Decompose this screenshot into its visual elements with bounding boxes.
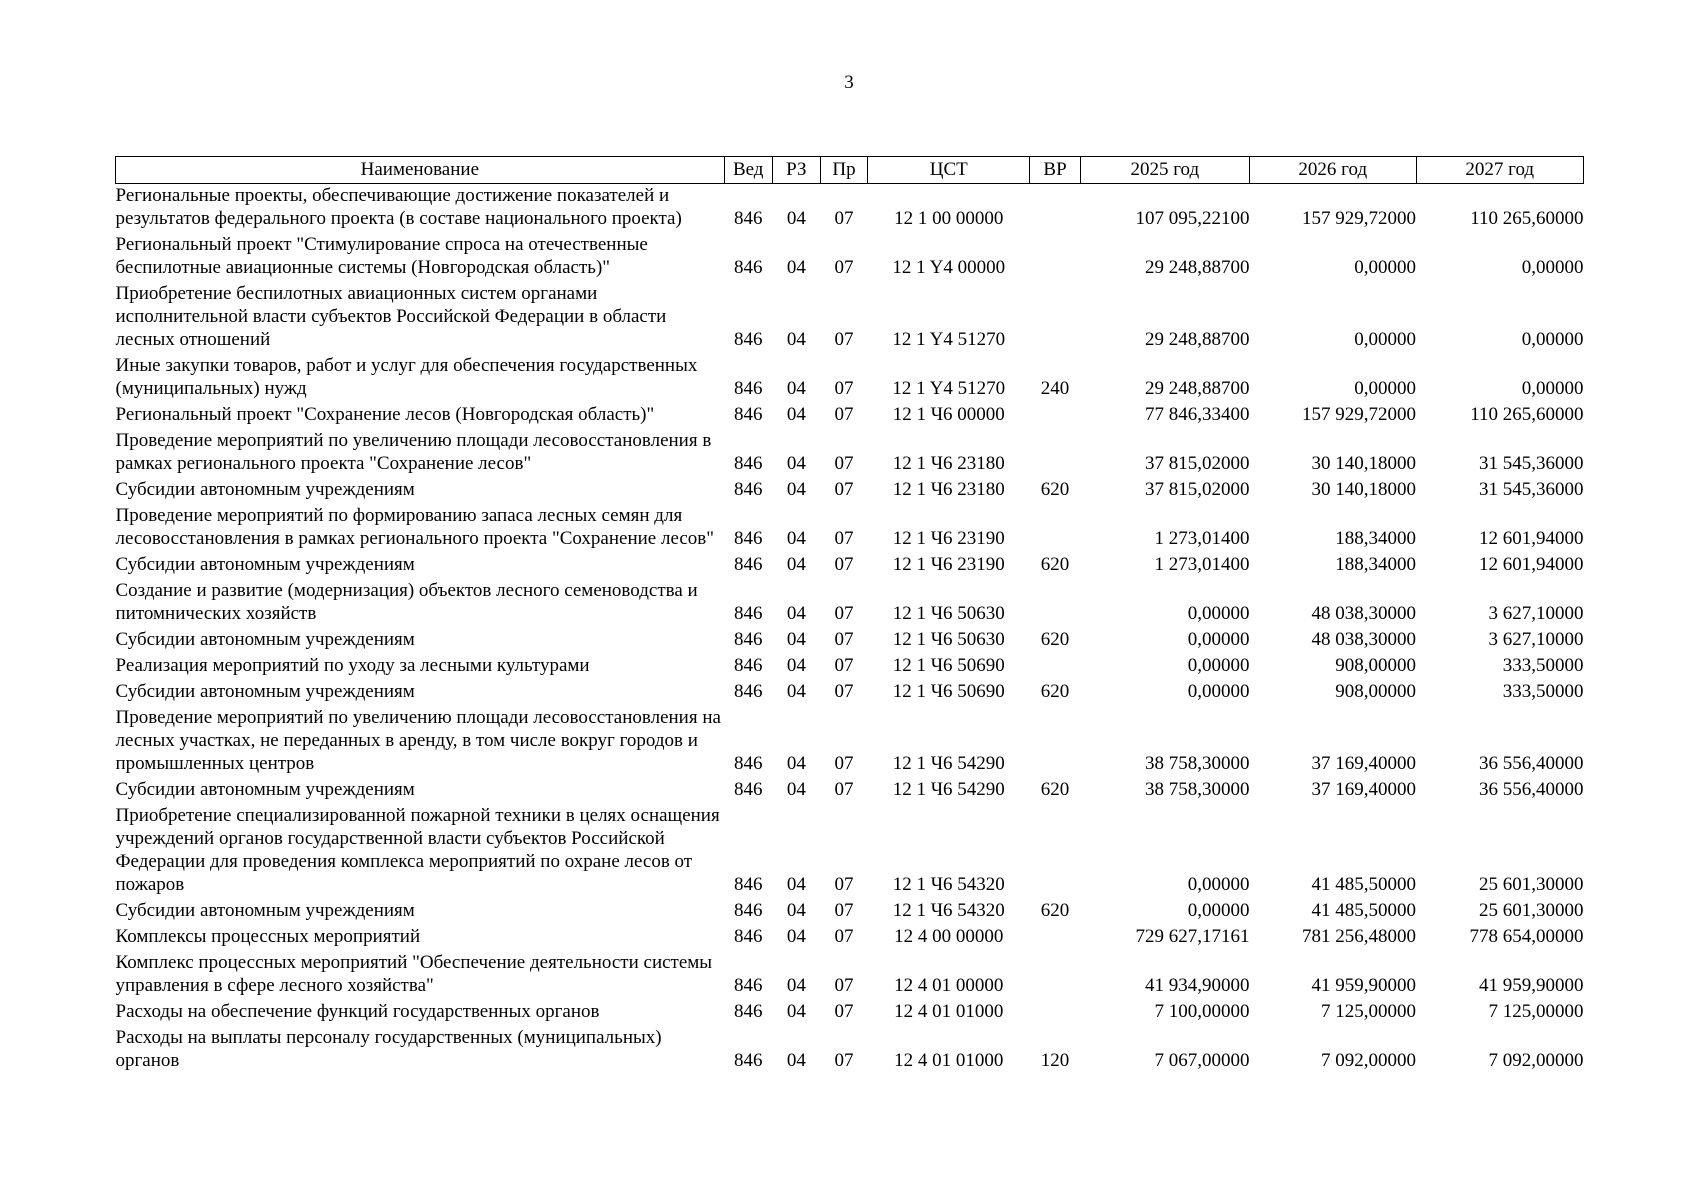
row-2026: 30 140,18000 (1311, 479, 1416, 500)
table-header (116, 157, 1584, 184)
row-cst: 12 1 Ч6 50690 (892, 655, 1005, 676)
row-2025: 7 100,00000 (1154, 1001, 1250, 1022)
row-name: Субсидии автономным учреждениям (115, 779, 415, 800)
row-2025: 1 273,01400 (1154, 528, 1250, 549)
row-rz: 04 (786, 603, 806, 624)
row-2027: 0,00000 (1521, 378, 1584, 399)
row-2027: 7 125,00000 (1488, 1001, 1584, 1022)
row-2025: 38 758,30000 (1145, 753, 1250, 774)
row-ved: 846 (733, 975, 763, 996)
row-rz: 04 (786, 404, 806, 425)
row-rz: 04 (786, 453, 806, 474)
row-vr (1030, 233, 1080, 282)
table-row (116, 184, 1584, 234)
row-cst: 12 4 01 01000 (894, 1050, 1004, 1071)
row-rz: 04 (786, 1050, 806, 1071)
row-2026: 30 140,18000 (1311, 453, 1416, 474)
row-2027: 778 654,00000 (1469, 926, 1584, 947)
row-ved: 846 (733, 257, 763, 278)
row-2027: 3 627,10000 (1488, 629, 1584, 650)
row-cst: 12 4 01 01000 (894, 1001, 1004, 1022)
row-2025: 0,00000 (1187, 655, 1250, 676)
row-rz: 04 (786, 753, 806, 774)
row-cst: 12 1 Y4 51270 (892, 329, 1006, 350)
table-body (116, 184, 1584, 1076)
row-cst: 12 1 Ч6 54320 (892, 874, 1005, 895)
row-vr (1030, 429, 1080, 478)
row-2027: 36 556,40000 (1479, 779, 1584, 800)
row-2027: 31 545,36000 (1479, 453, 1584, 474)
row-vr: 620 (1040, 900, 1070, 921)
row-vr (1030, 403, 1080, 429)
table-row (116, 899, 1584, 925)
row-2027: 0,00000 (1521, 329, 1584, 350)
row-2026: 157 929,72000 (1302, 208, 1416, 229)
row-ved: 846 (733, 479, 763, 500)
row-cst: 12 1 Ч6 23190 (892, 528, 1005, 549)
row-2027: 0,00000 (1521, 257, 1584, 278)
row-name: Реализация мероприятий по уходу за лесными культурами (115, 655, 590, 676)
page-number: 3 (844, 72, 854, 93)
row-rz: 04 (786, 629, 806, 650)
row-name: Приобретение специализированной пожарной техники в целях оснащения учреждений органов государственной власти субъектов Российской Федерации для проведения комплекса мероприятий по охране лесов от пожаров (115, 805, 720, 895)
row-2026: 908,00000 (1335, 655, 1416, 676)
row-pr: 07 (834, 655, 854, 676)
row-rz: 04 (786, 329, 806, 350)
row-name: Расходы на выплаты персоналу государственных (муниципальных) органов (115, 1027, 662, 1071)
row-2027: 25 601,30000 (1479, 874, 1584, 895)
row-2026: 908,00000 (1335, 681, 1416, 702)
row-vr (1030, 579, 1080, 628)
row-2026: 48 038,30000 (1311, 629, 1416, 650)
row-ved: 846 (733, 874, 763, 895)
row-2026: 7 125,00000 (1321, 1001, 1416, 1022)
row-ved: 846 (733, 655, 763, 676)
table-row (116, 1000, 1584, 1026)
row-2027: 12 601,94000 (1479, 528, 1584, 549)
row-pr: 07 (834, 257, 854, 278)
row-name: Создание и развитие (модернизация) объектов лесного семеноводства и питомнических хозяйств (115, 580, 698, 624)
row-2027: 333,50000 (1502, 655, 1584, 676)
row-ved: 846 (733, 554, 763, 575)
row-2025: 1 273,01400 (1154, 554, 1250, 575)
row-rz: 04 (786, 681, 806, 702)
row-pr: 07 (834, 681, 854, 702)
row-2026: 37 169,40000 (1311, 753, 1416, 774)
row-name: Субсидии автономным учреждениям (115, 681, 415, 702)
table-row (116, 778, 1584, 804)
row-cst: 12 1 Ч6 23190 (892, 554, 1005, 575)
row-vr: 620 (1040, 554, 1070, 575)
table-row (116, 628, 1584, 654)
row-cst: 12 4 00 00000 (894, 926, 1004, 947)
table-row (116, 403, 1584, 429)
row-pr: 07 (834, 1001, 854, 1022)
table-row (116, 429, 1584, 478)
table-row (116, 354, 1584, 403)
row-name: Проведение мероприятий по увеличению площади лесовосстановления на лесных участках, не переданных в аренду, в том числе вокруг городов и промышленных центров (115, 707, 721, 774)
row-pr: 07 (834, 900, 854, 921)
row-vr: 120 (1040, 1050, 1070, 1071)
row-2025: 29 248,88700 (1145, 378, 1250, 399)
row-2025: 77 846,33400 (1145, 404, 1250, 425)
table-row (116, 680, 1584, 706)
row-2025: 0,00000 (1187, 874, 1250, 895)
budget-table (115, 156, 1584, 1075)
row-cst: 12 1 Ч6 54320 (892, 900, 1005, 921)
row-ved: 846 (733, 528, 763, 549)
row-2027: 12 601,94000 (1479, 554, 1584, 575)
row-rz: 04 (786, 479, 806, 500)
row-2026: 48 038,30000 (1311, 603, 1416, 624)
row-vr (1030, 706, 1080, 778)
row-vr: 620 (1040, 779, 1070, 800)
table-row (116, 553, 1584, 579)
row-2025: 38 758,30000 (1145, 779, 1250, 800)
header-2027: 2027 год (1416, 157, 1584, 184)
row-2025: 0,00000 (1187, 681, 1250, 702)
header-pr: Пр (820, 157, 867, 184)
row-2025: 37 815,02000 (1145, 479, 1250, 500)
row-2027: 25 601,30000 (1479, 900, 1584, 921)
header-vr: ВР (1030, 157, 1080, 184)
row-name: Субсидии автономным учреждениям (115, 900, 415, 921)
table-row (116, 654, 1584, 680)
row-2026: 41 485,50000 (1311, 874, 1416, 895)
table-row (116, 925, 1584, 951)
header-rz: РЗ (772, 157, 820, 184)
row-2026: 7 092,00000 (1321, 1050, 1416, 1071)
table-row (116, 579, 1584, 628)
row-2025: 29 248,88700 (1145, 329, 1250, 350)
row-2027: 333,50000 (1502, 681, 1584, 702)
row-2026: 0,00000 (1354, 257, 1416, 278)
row-name: Комплексы процессных мероприятий (115, 926, 421, 947)
row-vr (1030, 184, 1080, 234)
row-name: Проведение мероприятий по формированию запаса лесных семян для лесовосстановления в рамках регионального проекта "Сохранение лесов" (115, 505, 715, 549)
row-2026: 188,34000 (1335, 528, 1416, 549)
row-ved: 846 (733, 1050, 763, 1071)
row-rz: 04 (786, 378, 806, 399)
row-2027: 41 959,90000 (1479, 975, 1584, 996)
row-rz: 04 (786, 779, 806, 800)
table-row (116, 706, 1584, 778)
row-ved: 846 (733, 1001, 763, 1022)
row-vr (1030, 951, 1080, 1000)
row-pr: 07 (834, 378, 854, 399)
table-row (116, 951, 1584, 1000)
row-2026: 781 256,48000 (1302, 926, 1416, 947)
row-ved: 846 (733, 900, 763, 921)
table-row (116, 478, 1584, 504)
row-2027: 7 092,00000 (1488, 1050, 1584, 1071)
row-ved: 846 (733, 681, 763, 702)
row-vr (1030, 654, 1080, 680)
row-ved: 846 (733, 453, 763, 474)
header-ved: Вед (724, 157, 772, 184)
table-row (116, 504, 1584, 553)
row-cst: 12 1 Ч6 50630 (892, 629, 1005, 650)
row-2027: 31 545,36000 (1479, 479, 1584, 500)
row-ved: 846 (733, 603, 763, 624)
row-2026: 41 959,90000 (1311, 975, 1416, 996)
row-name: Субсидии автономным учреждениям (115, 554, 415, 575)
row-2027: 3 627,10000 (1488, 603, 1584, 624)
row-2025: 41 934,90000 (1145, 975, 1250, 996)
row-2025: 0,00000 (1187, 900, 1250, 921)
header-2026: 2026 год (1250, 157, 1416, 184)
row-vr (1030, 1000, 1080, 1026)
row-pr: 07 (834, 603, 854, 624)
row-vr (1030, 504, 1080, 553)
row-ved: 846 (733, 753, 763, 774)
row-cst: 12 1 Ч6 23180 (892, 479, 1005, 500)
row-name: Проведение мероприятий по увеличению площади лесовосстановления в рамках регионального проекта "Сохранение лесов" (115, 430, 712, 474)
row-vr (1030, 925, 1080, 951)
row-name: Расходы на обеспечение функций государственных органов (115, 1001, 600, 1022)
row-cst: 12 1 00 00000 (894, 208, 1004, 229)
row-vr: 240 (1040, 378, 1070, 399)
row-pr: 07 (834, 874, 854, 895)
row-cst: 12 1 Ч6 50630 (892, 603, 1005, 624)
row-cst: 12 4 01 00000 (894, 975, 1004, 996)
row-rz: 04 (786, 926, 806, 947)
row-pr: 07 (834, 404, 854, 425)
row-2025: 7 067,00000 (1154, 1050, 1250, 1071)
row-vr (1030, 282, 1080, 354)
row-rz: 04 (786, 208, 806, 229)
row-pr: 07 (834, 975, 854, 996)
row-cst: 12 1 Ч6 23180 (892, 453, 1005, 474)
row-ved: 846 (733, 629, 763, 650)
table-row (116, 804, 1584, 899)
row-rz: 04 (786, 257, 806, 278)
row-cst: 12 1 Y4 00000 (892, 257, 1006, 278)
row-vr: 620 (1040, 629, 1070, 650)
row-2026: 41 485,50000 (1311, 900, 1416, 921)
row-cst: 12 1 Ч6 54290 (892, 753, 1005, 774)
row-vr (1030, 804, 1080, 899)
header-2025: 2025 год (1080, 157, 1249, 184)
row-pr: 07 (834, 453, 854, 474)
table-row (116, 1026, 1584, 1075)
row-ved: 846 (733, 779, 763, 800)
row-ved: 846 (733, 926, 763, 947)
header-name: Наименование (116, 157, 725, 184)
row-rz: 04 (786, 975, 806, 996)
row-ved: 846 (733, 329, 763, 350)
row-pr: 07 (834, 753, 854, 774)
row-2027: 36 556,40000 (1479, 753, 1584, 774)
row-2025: 107 095,22100 (1135, 208, 1250, 229)
row-pr: 07 (834, 779, 854, 800)
row-pr: 07 (834, 926, 854, 947)
table-row (116, 233, 1584, 282)
row-name: Комплекс процессных мероприятий "Обеспечение деятельности системы управления в сфере лесного хозяйства" (115, 952, 713, 996)
header-cst: ЦСТ (868, 157, 1030, 184)
row-ved: 846 (733, 404, 763, 425)
row-name: Приобретение беспилотных авиационных систем органами исполнительной власти субъектов Российской Федерации в области лесных отношений (115, 283, 667, 350)
row-rz: 04 (786, 900, 806, 921)
row-cst: 12 1 Y4 51270 (892, 378, 1006, 399)
row-2026: 157 929,72000 (1302, 404, 1416, 425)
row-pr: 07 (834, 479, 854, 500)
row-name: Региональный проект "Стимулирование спроса на отечественные беспилотные авиационные системы (Новгородская область)" (115, 234, 648, 278)
row-rz: 04 (786, 554, 806, 575)
row-rz: 04 (786, 528, 806, 549)
row-name: Субсидии автономным учреждениям (115, 479, 415, 500)
row-cst: 12 1 Ч6 50690 (892, 681, 1005, 702)
row-pr: 07 (834, 554, 854, 575)
row-2025: 0,00000 (1187, 629, 1250, 650)
row-vr: 620 (1040, 681, 1070, 702)
row-cst: 12 1 Ч6 54290 (892, 779, 1005, 800)
row-ved: 846 (733, 378, 763, 399)
row-name: Субсидии автономным учреждениям (115, 629, 415, 650)
row-2027: 110 265,60000 (1470, 208, 1584, 229)
row-2025: 0,00000 (1187, 603, 1250, 624)
row-2025: 729 627,17161 (1135, 926, 1250, 947)
row-2027: 110 265,60000 (1470, 404, 1584, 425)
row-2026: 37 169,40000 (1311, 779, 1416, 800)
row-name: Региональные проекты, обеспечивающие достижение показателей и результатов федерального проекта (в составе национального проекта) (115, 185, 682, 229)
row-name: Иные закупки товаров, работ и услуг для обеспечения государственных (муниципальных) нужд (115, 355, 698, 399)
row-2026: 0,00000 (1354, 329, 1416, 350)
row-2025: 37 815,02000 (1145, 453, 1250, 474)
row-name: Региональный проект "Сохранение лесов (Новгородская область)" (115, 404, 655, 425)
row-vr: 620 (1040, 479, 1070, 500)
row-2025: 29 248,88700 (1145, 257, 1250, 278)
row-2026: 0,00000 (1354, 378, 1416, 399)
row-rz: 04 (786, 1001, 806, 1022)
table-row (116, 282, 1584, 354)
row-2026: 188,34000 (1335, 554, 1416, 575)
row-pr: 07 (834, 329, 854, 350)
row-pr: 07 (834, 629, 854, 650)
row-pr: 07 (834, 208, 854, 229)
row-pr: 07 (834, 528, 854, 549)
row-rz: 04 (786, 655, 806, 676)
row-pr: 07 (834, 1050, 854, 1071)
row-rz: 04 (786, 874, 806, 895)
row-ved: 846 (733, 208, 763, 229)
row-cst: 12 1 Ч6 00000 (892, 404, 1005, 425)
